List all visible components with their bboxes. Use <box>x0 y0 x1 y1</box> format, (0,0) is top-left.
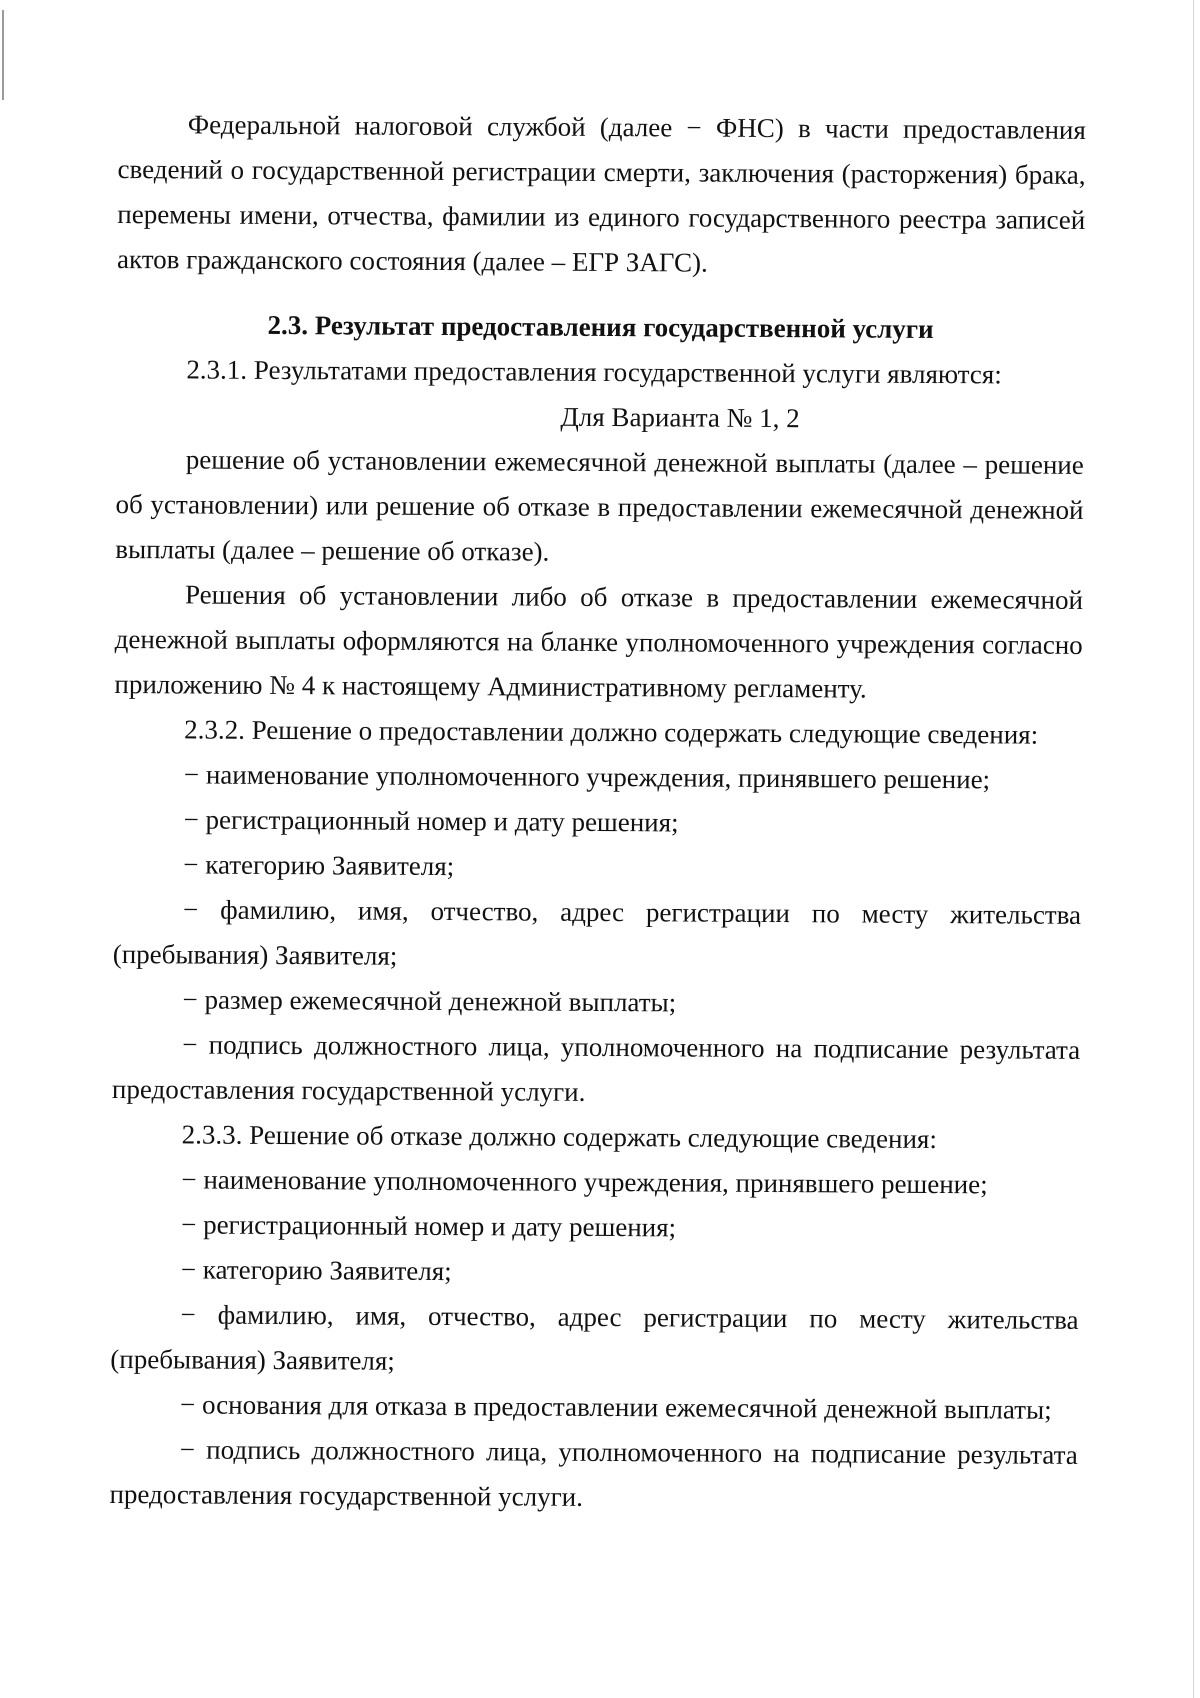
scan-edge-mark-right <box>1193 0 1194 1698</box>
paragraph-2-3-2: 2.3.2. Решение о предоставлении должно содержать следующие сведения: <box>184 714 1039 750</box>
list-item: − регистрационный номер и дату решения; <box>181 1209 677 1243</box>
list-2-3-2 <box>112 752 1082 1118</box>
list-item: − наименование уполномоченного учреждения, принявшего решение; <box>181 1164 988 1200</box>
list-2-3-3 <box>109 1157 1079 1523</box>
scan-edge-mark-left <box>2 10 4 100</box>
list-item: − регистрационный номер и дату решения; <box>183 804 679 838</box>
section-heading: 2.3. Результат предоставления государственной услуги <box>267 309 934 344</box>
paragraph-decision: решение об установлении ежемесячной денежной выплаты (далее – решение об установлении) или решение об отказе в предоставлении ежемесячной денежной выплаты (далее – решение об отказе). <box>115 444 1084 567</box>
list-item: − подпись должностного лица, уполномоченного на подписание результата предоставления государственной услуги. <box>111 1029 1081 1107</box>
list-item: − основания для отказа в предоставлении ежемесячной денежной выплаты; <box>179 1389 1052 1425</box>
paragraph-2-3-3: 2.3.3. Решение об отказе должно содержать следующие сведения: <box>181 1119 938 1155</box>
list-item: − подпись должностного лица, уполномоченного на подписание результата предоставления государственной услуги. <box>109 1434 1078 1512</box>
list-item: − категорию Заявителя; <box>183 849 455 882</box>
paragraph-blank: Решения об установлении либо об отказе в предоставлении ежемесячной денежной выплаты оформляются на бланке уполномоченного учреждения согласно приложению № 4 к настоящему Административному регламенту. <box>114 579 1084 704</box>
list-item: − наименование уполномоченного учреждения, принявшего решение; <box>183 759 991 795</box>
document-body <box>109 102 1086 1523</box>
variant-line: Для Варианта № 1, 2 <box>560 401 800 434</box>
intro-paragraph: Федеральной налоговой службой (далее − ФНС) в части предоставления сведений о государственной регистрации смерти, заключения (расторжения) брака, перемены имени, отчества, фамилии из единого государственного реестра записей актов гражданского состояния (далее – ЕГР ЗАГС). <box>116 109 1086 278</box>
list-item: − фамилию, имя, отчество, адрес регистрации по месту жительства (пребывания) Заявителя; <box>110 1299 1079 1376</box>
paragraph-2-3-1: 2.3.1. Результатами предоставления государственной услуги являются: <box>186 354 1002 390</box>
list-item: − категорию Заявителя; <box>180 1254 452 1287</box>
list-item: − размер ежемесячной денежной выплаты; <box>182 984 677 1018</box>
list-item: − фамилию, имя, отчество, адрес регистрации по месту жительства (пребывания) Заявителя; <box>112 894 1082 971</box>
